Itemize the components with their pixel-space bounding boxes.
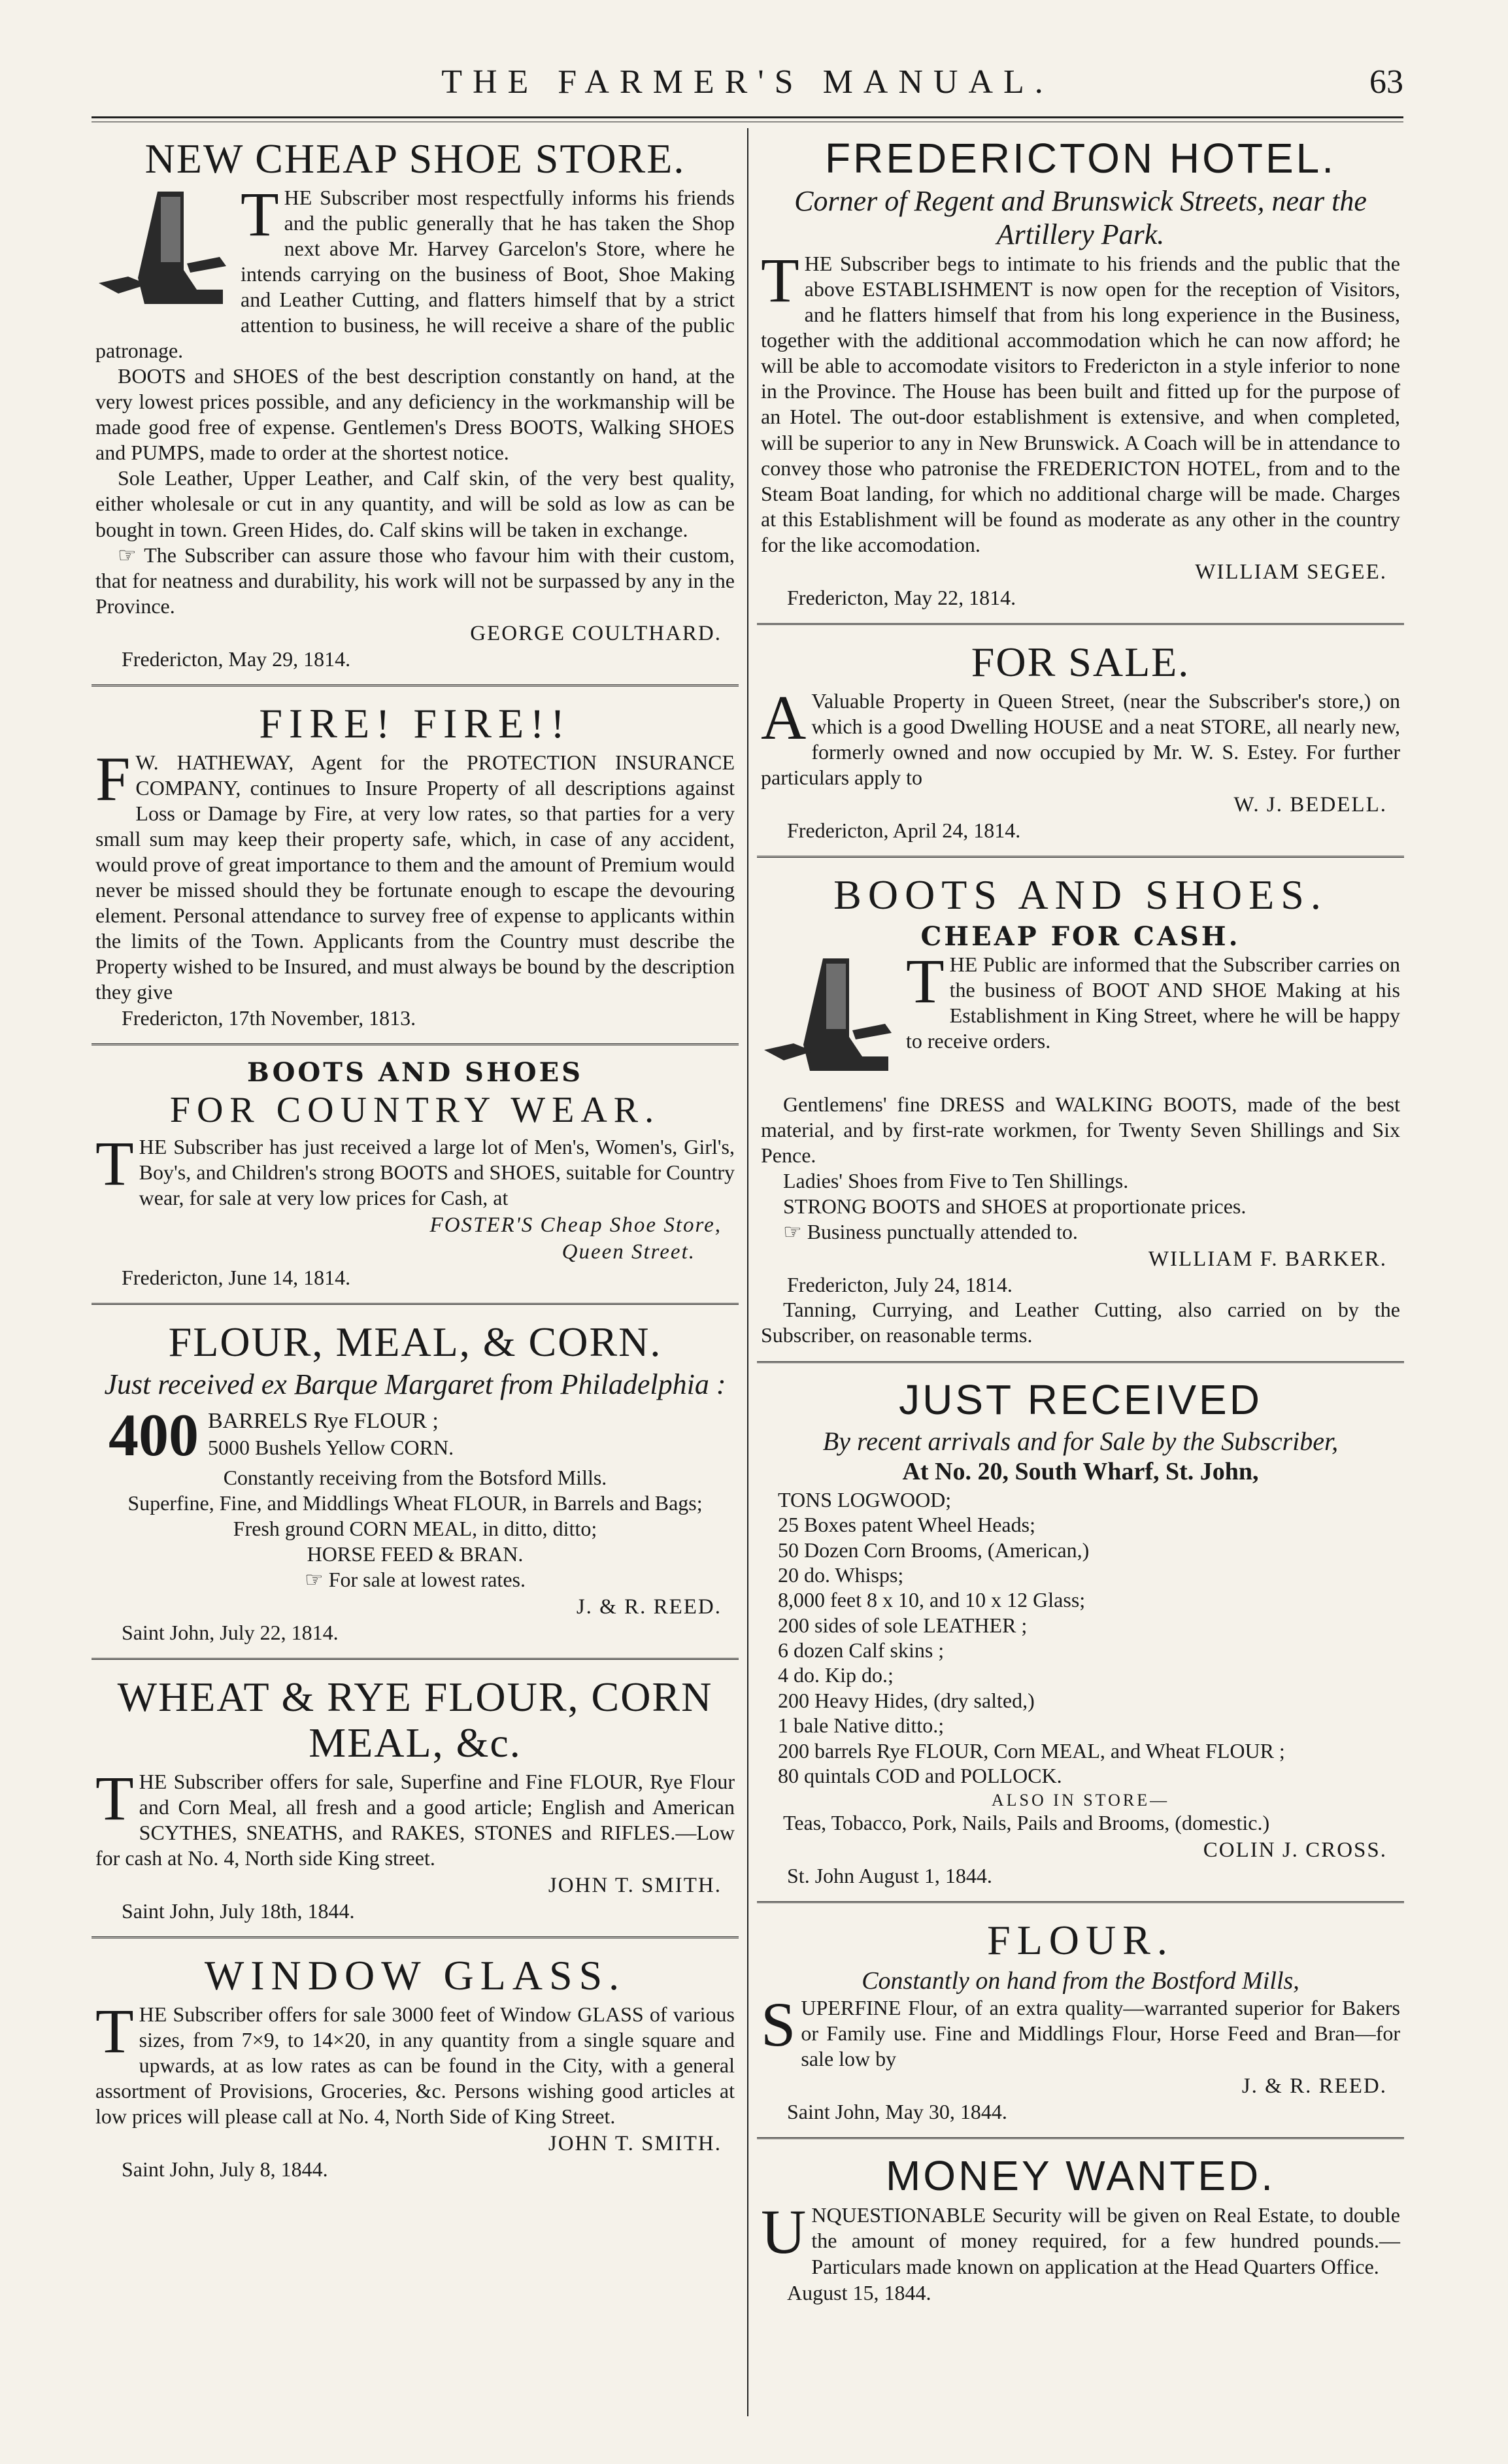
ad-line: Fresh ground CORN MEAL, in ditto, ditto; [233,1517,597,1541]
ad-paragraph: ☞ The Subscriber can assure those who favour him with their custom, that for neatness and durability, his work will not be surpassed by any in the Province. [95,543,735,618]
ad-money-wanted [757,2146,1404,2318]
ad-line: Superfine, Fine, and Middlings Wheat FLOUR, in Barrels and Bags; [127,1491,703,1515]
ad-flour [757,1910,1404,2139]
boot-icon [761,952,898,1089]
ad-title: FOR SALE. [971,638,1190,685]
list-item: 25 Boxes patent Wheel Heads; [778,1513,1035,1537]
ad-subtitle: By recent arrivals and for Sale by the Subscriber, [822,1426,1339,1457]
ad-paragraph: NQUESTIONABLE Security will be given on Real Estate, to double the amount of money required, for a few hundred pounds.—Particulars made known on application at the Head Quarters Office. [811,2203,1400,2278]
ad-paragraph: HE Subscriber has just received a large lot of Men's, Women's, Girl's, Boy's, and Children's strong BOOTS and SHOES, suitable for Country wear, for sale at very low prices for Cash, at [139,1134,735,1209]
ad-paragraph: Valuable Property in Queen Street, (near the Subscriber's store,) on which is a good Dwelling HOUSE and a neat STORE, all nearly new, formerly owned and now occupied by Mr. W. S. Estey. For further particulars apply to [761,688,1400,789]
ad-title-blackletter: BOOTS AND SHOES [247,1057,583,1089]
ad-title: MONEY WANTED. [885,2152,1276,2200]
column-divider [747,128,748,2416]
list-item: 200 Heavy Hides, (dry salted,) [778,1688,1035,1712]
list-item: 200 barrels Rye FLOUR, Corn MEAL, and Wheat FLOUR ; [778,1738,1285,1763]
drop-cap: A [761,682,807,752]
ad-signature: WILLIAM F. BARKER. [1148,1247,1387,1272]
goods-list [778,1487,1400,1789]
ad-boots-cash [757,864,1404,1363]
ad-title: WINDOW GLASS. [204,1951,626,1999]
ad-paragraph: Sole Leather, Upper Leather, and Calf skin, of the very best quality, either wholesale or cut in any quantity, and will be sold as low as can be bought in town. Green Hides, do. Calf skins will be taken in exchange. [95,466,735,541]
drop-cap: S [761,1989,796,2060]
drop-cap: T [95,1763,134,1833]
left-column [92,128,739,2201]
drop-cap: T [241,179,279,250]
ad-date: Fredericton, 17th November, 1813. [122,1006,416,1030]
ad-date: St. John August 1, 1844. [787,1864,992,1888]
ad-paragraph: Tanning, Currying, and Leather Cutting, also carried on by the Subscriber, on reasonable terms. [761,1298,1400,1347]
ad-date: August 15, 1844. [787,2280,931,2304]
ad-signature: J. & R. REED. [1241,2074,1387,2099]
ad-wheat-rye [92,1666,739,1938]
ad-subtitle: Corner of Regent and Brunswick Streets, near the Artillery Park. [794,185,1367,250]
ad-just-received [757,1370,1404,1903]
ad-title: FLOUR, MEAL, & CORN. [168,1318,662,1365]
ad-signature: JOHN T. SMITH. [548,1873,722,1897]
header-rule [92,116,1403,118]
list-item: 4 do. Kip do.; [778,1663,894,1687]
ad-paragraph: STRONG BOOTS and SHOES at proportionate prices. [783,1194,1247,1219]
ad-date: Saint John, July 22, 1814. [122,1621,339,1645]
ad-hotel [757,128,1404,625]
ad-paragraph: ☞ Business punctually attended to. [783,1220,1078,1244]
also-in-store-label: ALSO IN STORE— [991,1791,1170,1810]
ad-signature: W. J. BEDELL. [1233,792,1387,817]
ad-paragraph: HE Subscriber offers for sale, Superfine and Fine FLOUR, Rye Flour and Corn Meal, all fresh and a good article; English and American SCYTHES, SNEATHS, and RAKES, STONES and RIFLES.—Low for cash at No. 4, North side King street. [95,1769,735,1870]
ad-window-glass [92,1945,739,2195]
drop-cap: T [906,946,945,1017]
ad-title: FREDERICTON HOTEL. [825,135,1336,182]
ad-date: Fredericton, May 22, 1814. [787,585,1016,609]
list-item: 1 bale Native ditto.; [778,1713,945,1738]
ad-date: Saint John, May 30, 1844. [787,2100,1007,2124]
ad-paragraph: Ladies' Shoes from Five to Ten Shillings. [783,1169,1129,1193]
drop-cap: T [95,1128,134,1198]
page-number: 63 [1369,63,1403,101]
ad-title: FIRE! FIRE!! [259,700,571,747]
ad-boots-country [92,1052,739,1305]
ad-paragraph: W. HATHEWAY, Agent for the PROTECTION INSURANCE COMPANY, continues to Insure Property of all descriptions against Loss or Damage by Fire, at very low rates, so that parties for a very small sum may keep their property safe, which, in case of any accident, would prove of great importance to them and the amount of Premium would never be missed should they be fortunate enough to escape the devouring element. Personal attendance to survey free of expense to applicants within the limits of the Town. Applicants from the Country must describe the Property wished to be Insured, and must always be bound by the description they give [95,750,735,1004]
list-item: 6 dozen Calf skins ; [778,1638,945,1662]
ad-paragraph: HE Subscriber most respectfully informs his friends and the public generally that he has taken the Shop next above Mr. Harvey Garcelon's Store, where he intends carrying on the business of Boot, Shoe Making and Leather Cutting, and flatters himself that by a strict attention to business, he will receive a share of the public patronage. [95,186,735,363]
right-column [757,128,1404,2325]
ad-shoe-store [92,128,739,686]
ad-title: FLOUR. [987,1917,1174,1964]
ad-date: Fredericton, April 24, 1814. [787,818,1021,842]
ad-paragraph: BOOTS and SHOES of the best description constantly on hand, at the very lowest prices possible, and any deficiency in the workmanship will be made good free of expense. Gentlemen's Dress BOOTS, Walking SHOES and PUMPS, made to order at the shortest notice. [95,364,735,465]
ad-paragraph: HE Subscriber offers for sale 3000 feet of Window GLASS of various sizes, from 7×9, to 14×20, in any quantity from a single square and upwards, at as low rates as can be found in the City, with a general assortment of Provisions, Groceries, &c. Persons wishing good articles at low prices will please call at No. 4, North Side of King Street. [95,2002,735,2129]
drop-cap: T [761,245,799,316]
ad-paragraph: HE Public are informed that the Subscriber carries on the business of BOOT AND SHOE Making at his Establishment in King Street, where he will be happy to receive orders. [906,953,1400,1053]
ad-date: Fredericton, June 14, 1814. [122,1265,351,1289]
ad-paragraph: Gentlemens' fine DRESS and WALKING BOOTS, made of the best material, and by first-rate workmen, for Twenty Seven Shillings and Six Pence. [761,1092,1400,1168]
ad-title: BOOTS AND SHOES. [833,871,1328,918]
running-title: THE FARMER'S MANUAL. [441,63,1054,101]
ad-title: FOR COUNTRY WEAR. [169,1090,661,1131]
ad-store-name: FOSTER'S Cheap Shoe Store, [429,1213,722,1237]
drop-cap: F [95,743,131,814]
ad-date: Fredericton, July 24, 1814. [787,1273,1013,1297]
ad-signature: J. & R. REED. [576,1595,722,1619]
drop-cap: U [761,2197,807,2267]
list-item: TONS LOGWOOD; [778,1487,952,1511]
ad-fire [92,693,739,1045]
list-item: 8,000 feet 8 x 10, and 10 x 12 Glass; [778,1588,1086,1612]
ad-paragraph: UPERFINE Flour, of an extra quality—warranted superior for Bakers or Family use. Fine and Middlings Flour, Horse Feed and Bran—for sale low by [801,1996,1400,2071]
ad-line: Constantly receiving from the Botsford Mills. [223,1466,607,1490]
ad-title: WHEAT & RYE FLOUR, CORN MEAL, &c. [117,1674,713,1766]
ad-line: 5000 Bushels Yellow CORN. [208,1435,454,1459]
list-item: 50 Dozen Corn Brooms, (American,) [778,1538,1090,1562]
ad-line: BARRELS Rye FLOUR ; [208,1409,439,1434]
ad-signature: COLIN J. CROSS. [1203,1838,1387,1863]
ad-title: JUST RECEIVED [899,1376,1262,1424]
ad-paragraph: Teas, Tobacco, Pork, Nails, Pails and Brooms, (domestic.) [783,1811,1270,1835]
list-item: 20 do. Whisps; [778,1562,904,1587]
ad-paragraph: HE Subscriber begs to intimate to his friends and the public that the above ESTABLISHMENT is now open for the reception of Visitors, and he flatters himself that from his long experience in the Business, together with the additional accommodation which he can now afford; he will be able to accomodate visitors to Fredericton in a style inferior to none in the Province. The House has been built and fitted up for the purpose of an Hotel. The out-door establishment is extensive, and when completed, will be superior to any in New Brunswick. A Coach will be in attendance to convey those who patronise the FREDERICTON HOTEL, from and to the Steam Boat landing, for which no additional charge will be made. Charges at this Establishment will be found as moderate as any other in the country for the like accomodation. [761,252,1400,556]
ad-line: ☞ For sale at lowest rates. [305,1568,526,1592]
ad-line: HORSE FEED & BRAN. [307,1542,524,1566]
page-header [92,63,1403,109]
ad-signature: JOHN T. SMITH. [548,2132,722,2156]
ad-title-blackletter: CHEAP FOR CASH. [920,921,1241,953]
ad-title: NEW CHEAP SHOE STORE. [144,135,686,182]
ad-address: At No. 20, South Wharf, St. John, [902,1458,1259,1486]
ad-subtitle: Constantly on hand from the Bostford Mills, [862,1966,1299,1995]
big-number: 400 [109,1408,199,1463]
ad-signature: GEORGE COULTHARD. [470,621,722,645]
ad-street: Queen Street. [561,1240,695,1264]
ad-date: Saint John, July 8, 1844. [122,2157,328,2182]
ad-date: Fredericton, May 29, 1814. [122,647,351,671]
ad-date: Saint John, July 18th, 1844. [122,1899,355,1923]
drop-cap: T [95,1995,134,2066]
ad-signature: WILLIAM SEGEE. [1195,560,1387,584]
boot-icon [95,185,233,322]
list-item: 80 quintals COD and POLLOCK. [778,1764,1062,1788]
ad-flour-meal [92,1311,739,1661]
ad-for-sale [757,632,1404,858]
list-item: 200 sides of sole LEATHER ; [778,1613,1028,1637]
ad-subtitle: Just received ex Barque Margaret from Philadelphia : [104,1368,726,1400]
